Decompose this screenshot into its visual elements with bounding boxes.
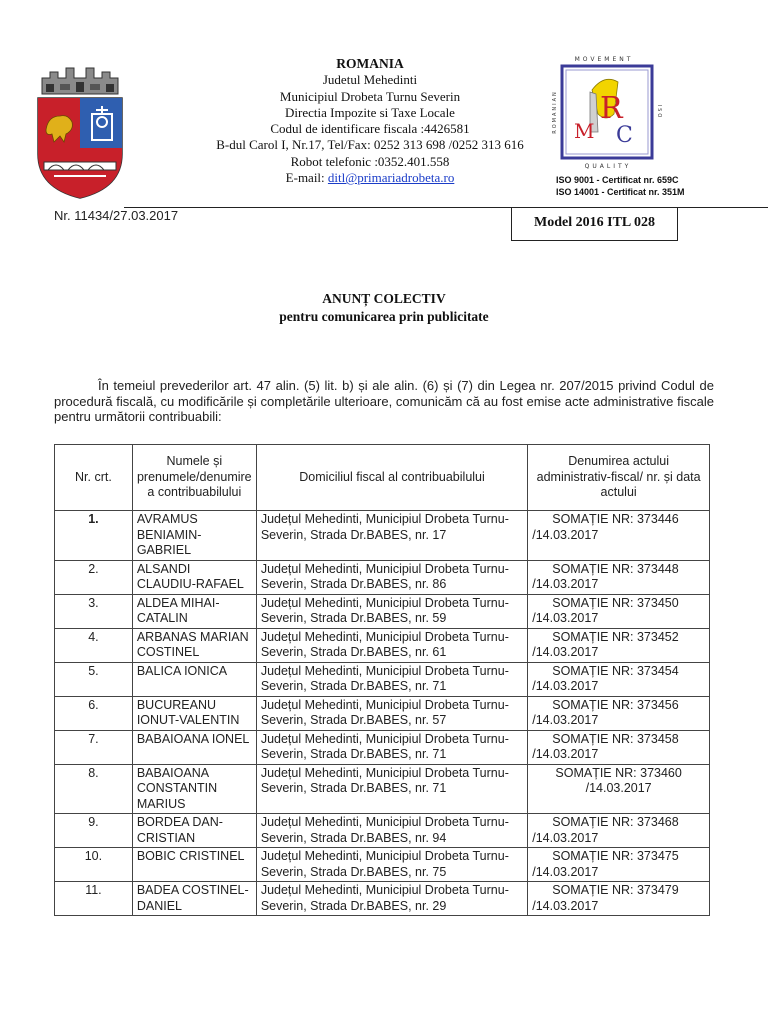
logo-letter-r: R (600, 91, 623, 126)
act-number: SOMAȚIE NR: 373458 (552, 731, 679, 746)
intro-paragraph (54, 378, 714, 425)
table-row (55, 696, 710, 730)
logo-letter-c: C (616, 123, 633, 148)
fiscal-address: Județul Mehedinti, Municipiul Drobeta Turnu-Severin, Strada Dr.BABES, nr. 29 (256, 882, 527, 916)
contributor-name: ARBANAS MARIAN COSTINEL (132, 628, 256, 662)
logo-word-right: ISO (656, 104, 662, 120)
header-country: ROMANIA (336, 56, 404, 71)
table-row (55, 814, 710, 848)
logo-word-left: ROMANIAN (552, 90, 558, 134)
logo-word-bottom: QUALITY (584, 163, 632, 170)
contributor-name: ALSANDI CLAUDIU-RAFAEL (132, 560, 256, 594)
row-number: 7. (55, 730, 133, 764)
quality-certification-logo-icon (548, 52, 662, 172)
act-number: SOMAȚIE NR: 373479 (552, 883, 679, 897)
email-label: E-mail: (285, 170, 325, 186)
row-number: 11. (55, 882, 133, 916)
fiscal-address: Județul Mehedinti, Municipiul Drobeta Turnu-Severin, Strada Dr.BABES, nr. 71 (256, 730, 527, 764)
row-number: 6. (55, 696, 133, 730)
act-number: SOMAȚIE NR: 373452 (552, 629, 679, 644)
title-line2: pentru comunicarea prin publicitate (279, 309, 489, 324)
fiscal-address: Județul Mehedinti, Municipiul Drobeta Turnu-Severin, Strada Dr.BABES, nr. 94 (256, 814, 527, 848)
fiscal-address: Județul Mehedinti, Municipiul Drobeta Turnu-Severin, Strada Dr.BABES, nr. 17 (256, 511, 527, 561)
model-code-box: Model 2016 ITL 028 (511, 207, 678, 241)
table-row (55, 511, 710, 561)
header-address: Domiciliul fiscal al contribuabilului (256, 445, 527, 511)
act-number: SOMAȚIE NR: 373450 (552, 595, 679, 610)
fiscal-address: Județul Mehedinti, Municipiul Drobeta Turnu-Severin, Strada Dr.BABES, nr. 59 (256, 594, 527, 628)
contributor-name: AVRAMUS BENIAMIN-GABRIEL (132, 511, 256, 561)
table-row (55, 764, 710, 814)
contributor-name: BOBIC CRISTINEL (132, 848, 256, 882)
row-number: 3. (55, 594, 133, 628)
fiscal-address: Județul Mehedinti, Municipiul Drobeta Turnu-Severin, Strada Dr.BABES, nr. 61 (256, 628, 527, 662)
fiscal-act (528, 764, 710, 814)
row-number: 10. (55, 848, 133, 882)
header-line: Codul de identificare fiscala :4426581 (270, 121, 470, 137)
header-line: Municipiul Drobeta Turnu Severin (279, 88, 461, 104)
act-date: /14.03.2017 (532, 864, 599, 879)
act-date: /14.03.2017 (532, 679, 599, 693)
header-line: Directia Impozite si Taxe Locale (285, 104, 455, 120)
contributor-name: BABAIOANA IONEL (132, 730, 256, 764)
intro-text: În temeiul prevederilor art. 47 alin. (5) lit. b) și ale alin. (6) și (7) din Legea nr. 207/2015 privind Codul de procedură fiscală, cu modificările și completările ulterioare, comunicăm că au fost emise acte administrative fiscale pentru următorii contribuabili: (54, 378, 714, 424)
act-date: /14.03.2017 (532, 713, 599, 727)
header-line: Robot telefonic :0352.401.558 (290, 153, 450, 169)
contributor-name: BADEA COSTINEL-DANIEL (132, 882, 256, 916)
row-number: 2. (55, 560, 133, 594)
document-number: Nr. 11434/27.03.2017 (54, 208, 179, 223)
contributors-table (54, 444, 710, 916)
fiscal-act (528, 814, 710, 848)
act-date: /14.03.2017 (532, 577, 599, 591)
fiscal-act (528, 696, 710, 730)
fiscal-address: Județul Mehedinti, Municipiul Drobeta Turnu-Severin, Strada Dr.BABES, nr. 71 (256, 662, 527, 696)
fiscal-address: Județul Mehedinti, Municipiul Drobeta Turnu-Severin, Strada Dr.BABES, nr. 57 (256, 696, 527, 730)
table-row (55, 882, 710, 916)
header-line: Judetul Mehedinti (322, 72, 418, 88)
contributor-name: BABAIOANA CONSTANTIN MARIUS (132, 764, 256, 814)
iso-line: ISO 9001 - Certificat nr. 659C (556, 175, 679, 185)
contributor-name: BALICA IONICA (132, 662, 256, 696)
iso-line: ISO 14001 - Certificat nr. 351M (556, 187, 685, 197)
act-number: SOMAȚIE NR: 373475 (552, 849, 679, 863)
title-line1: ANUNȚ COLECTIV (322, 291, 446, 306)
header-email-line (200, 170, 540, 186)
header-line: B-dul Carol I, Nr.17, Tel/Fax: 0252 313 698 /0252 313 616 (216, 137, 524, 153)
row-number: 8. (55, 764, 133, 814)
iso-certificates (556, 174, 685, 198)
fiscal-act (528, 511, 710, 561)
coat-of-arms-icon (34, 64, 126, 200)
row-number: 4. (55, 628, 133, 662)
table-row (55, 594, 710, 628)
fiscal-act (528, 848, 710, 882)
fiscal-act (528, 882, 710, 916)
fiscal-act (528, 560, 710, 594)
email-link[interactable]: ditl@primariadrobeta.ro (327, 170, 455, 186)
row-number: 5. (55, 662, 133, 696)
act-date: /14.03.2017 (532, 830, 599, 845)
act-number: SOMAȚIE NR: 373446 (552, 512, 679, 526)
table-row (55, 848, 710, 882)
document-title (0, 290, 768, 326)
fiscal-act (528, 594, 710, 628)
act-date: /14.03.2017 (532, 645, 599, 659)
fiscal-address: Județul Mehedinti, Municipiul Drobeta Turnu-Severin, Strada Dr.BABES, nr. 86 (256, 560, 527, 594)
table-row (55, 662, 710, 696)
row-number: 1. (55, 511, 133, 561)
act-number: SOMAȚIE NR: 373460 (555, 765, 682, 780)
row-number: 9. (55, 814, 133, 848)
act-date: /14.03.2017 (532, 611, 599, 625)
contributor-name: ALDEA MIHAI-CATALIN (132, 594, 256, 628)
act-number: SOMAȚIE NR: 373468 (552, 815, 679, 829)
table-row (55, 628, 710, 662)
institution-header (200, 56, 540, 186)
fiscal-act (528, 662, 710, 696)
fiscal-act (528, 730, 710, 764)
act-number: SOMAȚIE NR: 373456 (552, 697, 679, 712)
fiscal-address: Județul Mehedinti, Municipiul Drobeta Turnu-Severin, Strada Dr.BABES, nr. 75 (256, 848, 527, 882)
table-row (55, 560, 710, 594)
act-date: /14.03.2017 (585, 781, 652, 795)
header-name: Numele și prenumele/denumire a contribuabilului (132, 445, 256, 511)
fiscal-act (528, 628, 710, 662)
header-nr: Nr. crt. (55, 445, 133, 511)
fiscal-address: Județul Mehedinti, Municipiul Drobeta Turnu-Severin, Strada Dr.BABES, nr. 71 (256, 764, 527, 814)
logo-letter-m: M (574, 119, 595, 143)
contributor-name: BUCUREANU IONUT-VALENTIN (132, 696, 256, 730)
act-date: /14.03.2017 (532, 898, 599, 913)
act-date: /14.03.2017 (532, 747, 599, 761)
act-date: /14.03.2017 (532, 527, 599, 542)
table-header-row (55, 445, 710, 511)
logo-word-top: MOVEMENT (574, 56, 634, 63)
table-row (55, 730, 710, 764)
act-number: SOMAȚIE NR: 373454 (552, 663, 679, 678)
contributor-name: BORDEA DAN-CRISTIAN (132, 814, 256, 848)
act-number: SOMAȚIE NR: 373448 (552, 561, 679, 576)
header-act: Denumirea actului administrativ-fiscal/ nr. și data actului (528, 445, 710, 511)
